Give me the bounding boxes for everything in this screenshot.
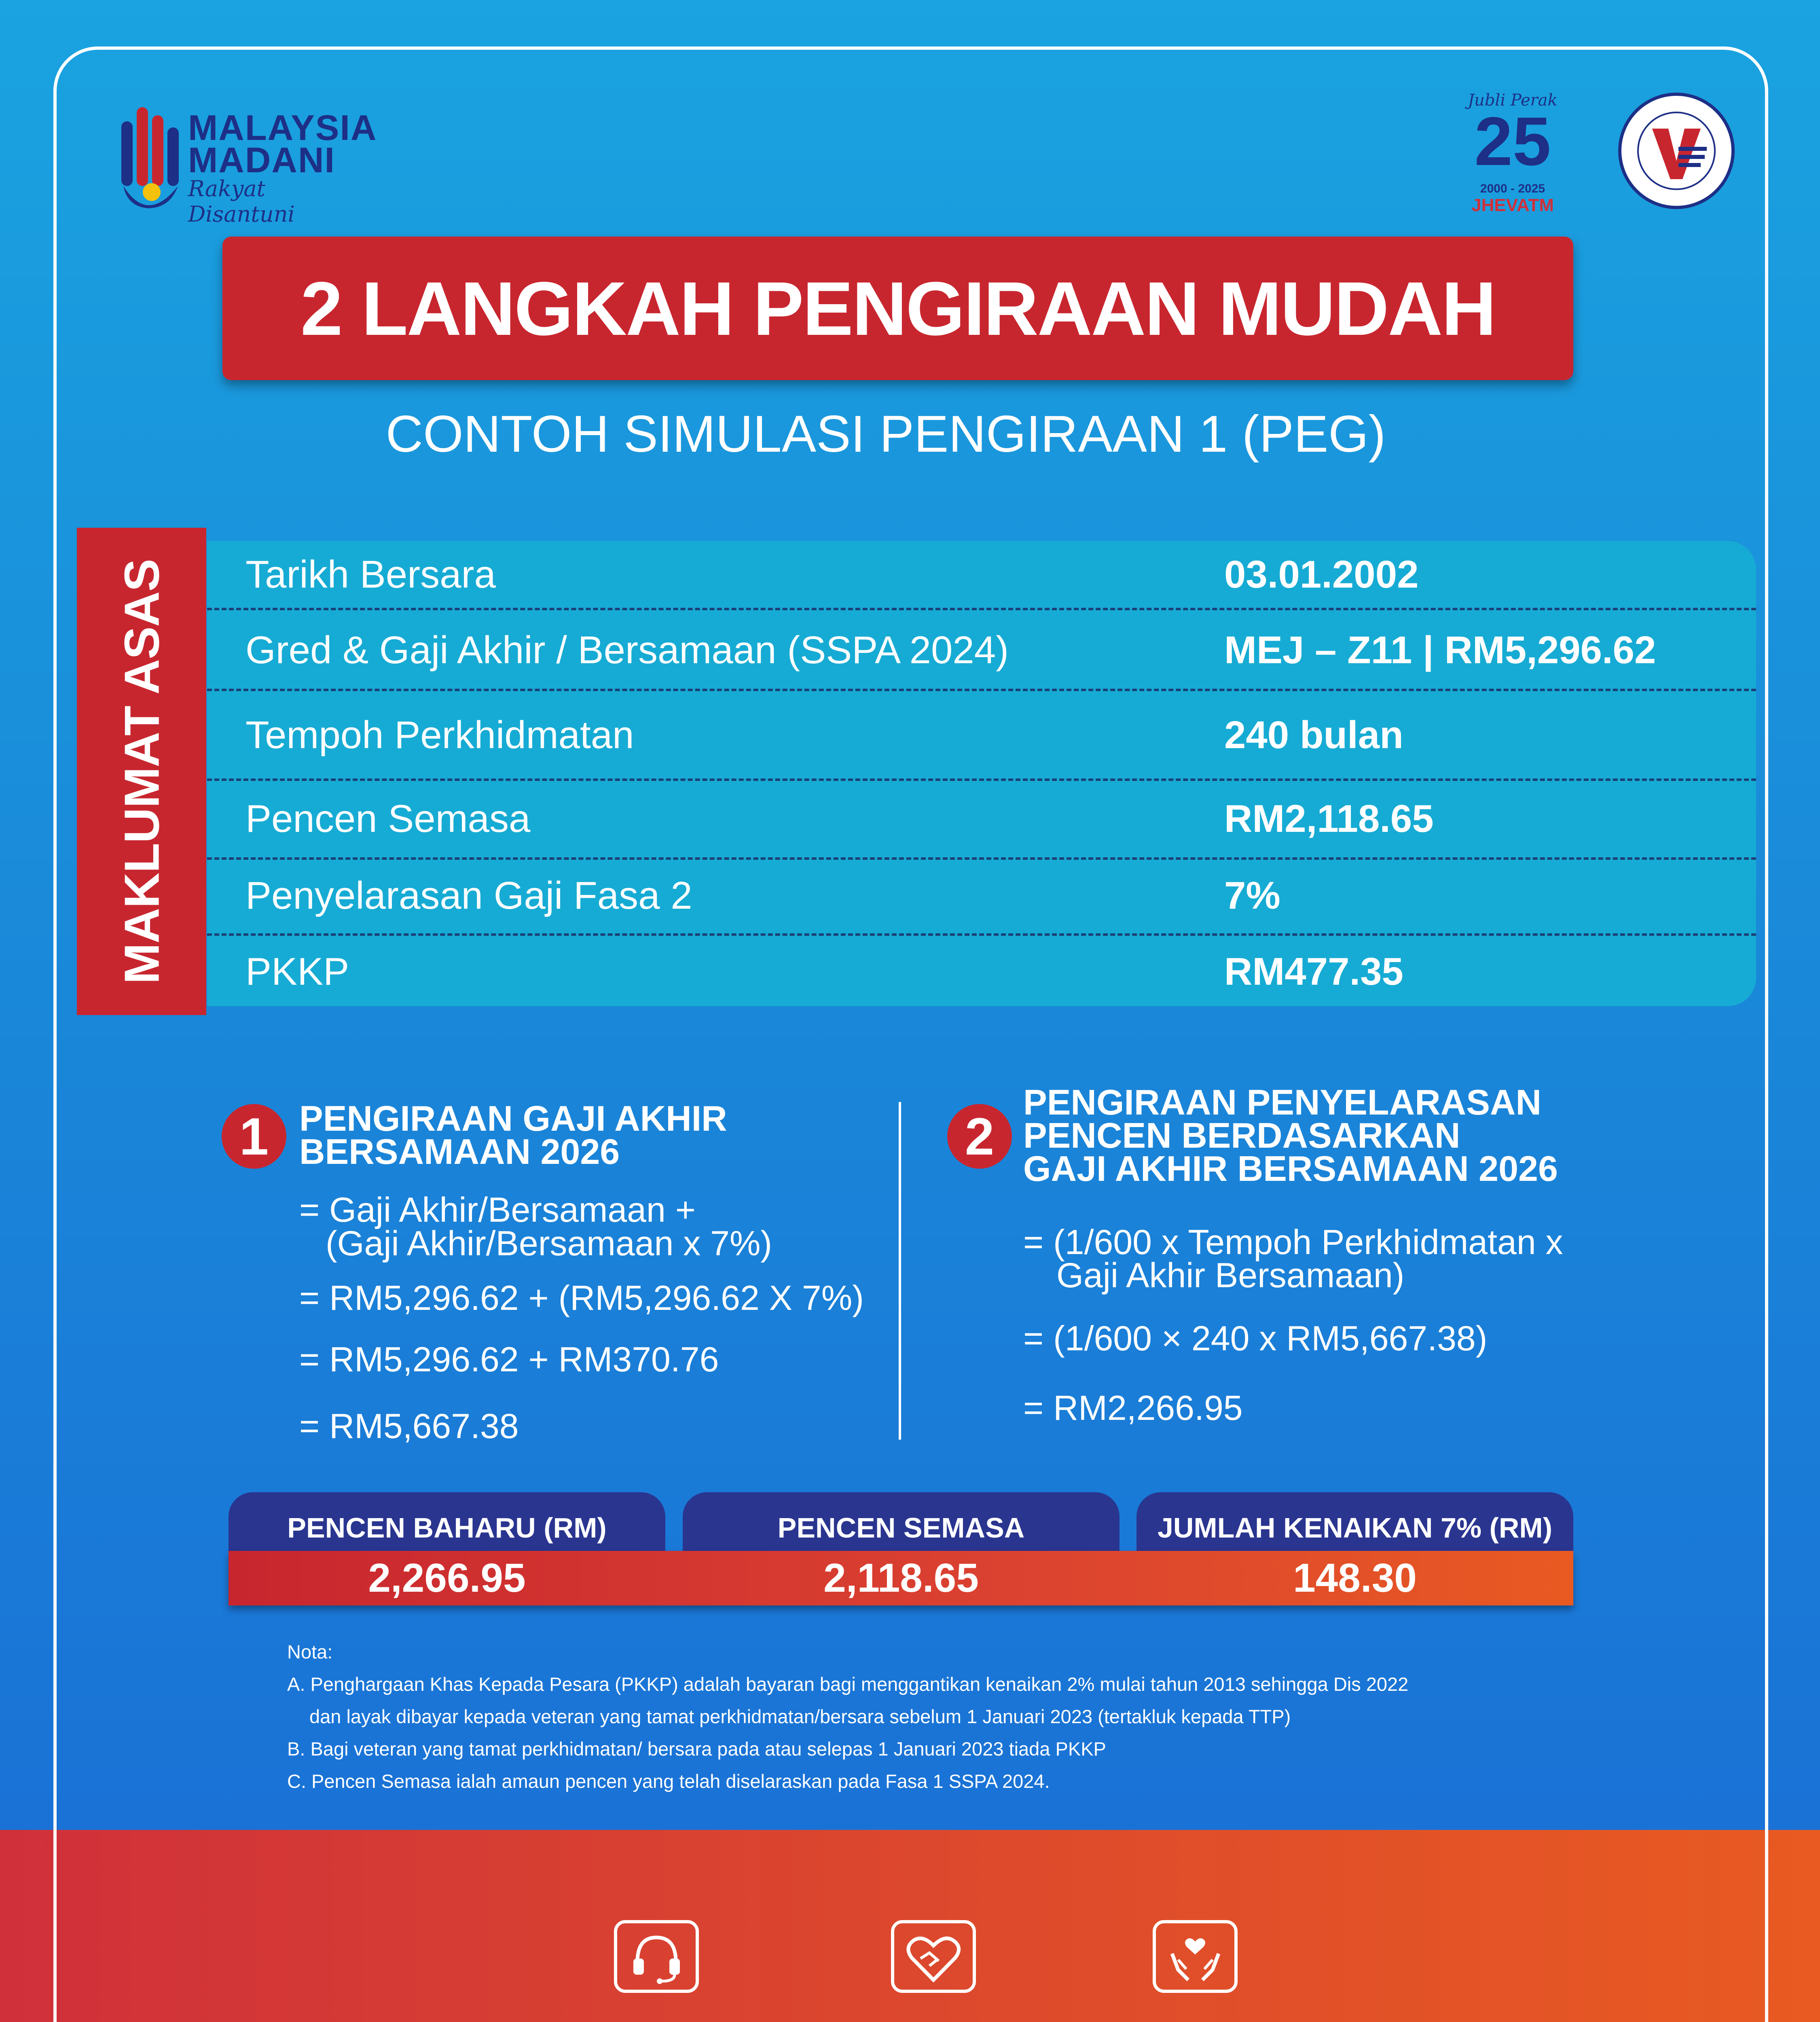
step2-formula-line: = RM2,266.95 [1023,1389,1243,1428]
step2-formula-line: = (1/600 × 240 x RM5,667.38) [1023,1319,1488,1358]
info-row [207,689,1756,781]
info-value: 7% [1224,874,1280,917]
info-side-label [77,528,206,1015]
step2-formula-line: Gaji Akhir Bersamaan) [1056,1256,1405,1295]
page-subtitle: CONTOH SIMULASI PENGIRAAN 1 (PEG) [385,405,1386,463]
page-title: 2 LANGKAH PENGIRAAN MUDAH [301,266,1495,351]
summary-header-increase: JUMLAH KENAIKAN 7% (RM) [1136,1492,1573,1563]
jhev-seal-logo [1618,92,1735,209]
note-line: dan layak dibayar kepada veteran yang tamat perkhidmatan/bersara sebelum 1 Januari 2023 (tertakluk kepada TTP) [309,1706,1291,1727]
title-banner [222,237,1573,380]
step1-formula-line: = RM5,667.38 [299,1407,519,1446]
madani-tagline: Rakyat Disantuni [188,176,295,227]
step2-formula-line: = (1/600 x Tempoh Perkhidmatan x [1023,1223,1563,1262]
step1-title-line: BERSAMAAN 2026 [299,1132,620,1172]
madani-emblem-icon [113,99,182,216]
step2-number-badge: 2 [947,1104,1012,1169]
heart-handshake-icon [891,1920,976,1993]
info-value: MEJ – Z11 | RM5,296.62 [1224,628,1656,672]
headset-icon [614,1920,699,1993]
info-label: Tarikh Bersara [245,553,496,596]
jubli-script: Jubli Perak [1468,91,1558,110]
step1-title [299,1098,727,1172]
step2-title-line: PENGIRAAN PENYELARASAN [1023,1082,1542,1122]
info-label: Gred & Gaji Akhir / Bersamaan (SSPA 2024) [245,628,1009,672]
jhev-seal-icon [1618,92,1735,209]
step1-formula-line: = RM5,296.62 + (RM5,296.62 X 7%) [299,1279,864,1318]
info-value: 03.01.2002 [1224,553,1419,596]
info-label: Penyelarasan Gaji Fasa 2 [245,874,692,917]
info-row [207,541,1756,610]
info-value: 240 bulan [1224,713,1403,757]
note-line: C. Pencen Semasa ialah amaun pencen yang telah diselaraskan pada Fasa 1 SSPA 2024. [287,1770,1050,1792]
info-row [207,608,1756,691]
step1-formula-line: (Gaji Akhir/Bersamaan x 7%) [326,1224,772,1263]
info-label: Tempoh Perkhidmatan [245,713,634,757]
step-divider [899,1102,901,1440]
notes-heading: Nota: [287,1641,333,1662]
summary-header-current-pension: PENCEN SEMASA [683,1492,1120,1563]
step1-formula-line: = Gaji Akhir/Bersamaan + [299,1191,696,1229]
madani-line1: MALAYSIA [188,108,377,148]
hands-care-icon [1153,1920,1238,1993]
jubli-number: 25 [1474,103,1551,180]
info-value: RM477.35 [1224,950,1403,993]
summary-header-new-pension: PENCEN BAHARU (RM) [229,1492,665,1563]
summary-value-increase: 148.30 [1293,1555,1417,1601]
jubli-years: 2000 - 2025 [1480,182,1545,195]
info-side-label-text: MAKLUMAT ASAS [114,559,169,984]
summary-value-current-pension: 2,118.65 [823,1555,979,1601]
summary-value-new-pension: 2,266.95 [368,1555,526,1601]
step1-number-badge: 1 [222,1104,286,1169]
note-line: B. Bagi veteran yang tamat perkhidmatan/ bersara pada atau selepas 1 Januari 2023 tiada PKKP [287,1738,1106,1760]
malaysia-madani-logo [113,99,377,227]
jubli-brand: JHEVATM [1471,195,1554,215]
step1-title-line: PENGIRAAN GAJI AKHIR [299,1098,727,1138]
info-row [207,933,1756,1006]
info-row [207,857,1756,936]
jubli-perak-logo [1452,91,1573,220]
step2-title-line: PENCEN BERDASARKAN [1023,1115,1460,1155]
info-table [207,541,1756,1006]
step1-formula-line: = RM5,296.62 + RM370.76 [299,1340,719,1379]
madani-line2: MADANI [188,140,335,180]
notes-section [287,1636,1408,1798]
note-line: A. Penghargaan Khas Kepada Pesara (PKKP) adalah bayaran bagi menggantikan kenaikan 2% mulai tahun 2013 sehingga Dis 2022 [287,1673,1409,1695]
summary-values-bar [229,1551,1573,1605]
step2-title-line: GAJI AKHIR BERSAMAAN 2026 [1023,1148,1558,1189]
info-value: RM2,118.65 [1224,797,1434,840]
info-label: Pencen Semasa [245,797,531,840]
info-label: PKKP [245,950,349,993]
step2-title [1023,1082,1558,1189]
info-row [207,778,1756,860]
